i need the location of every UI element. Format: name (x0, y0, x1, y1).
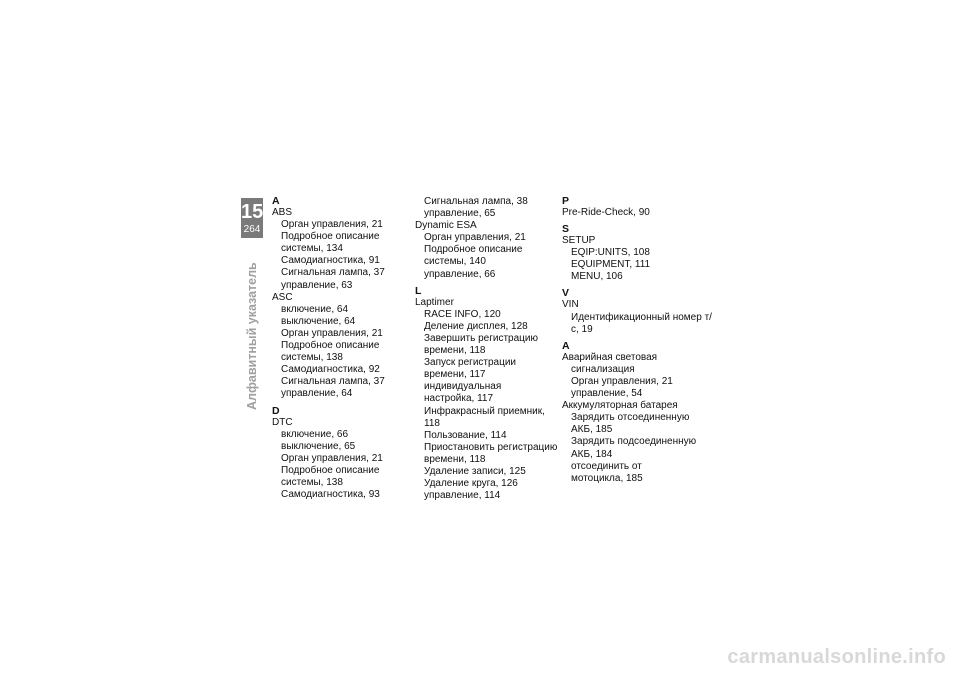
index-term: Pre-Ride-Check, 90 (562, 207, 650, 218)
index-subentry: системы, 140 (424, 256, 486, 268)
index-subentry: Зарядить подсоединенную (571, 436, 697, 448)
index-group (272, 406, 402, 502)
index-group (272, 196, 402, 401)
index-column-1 (272, 196, 402, 501)
index-term: Аккумуляторная батарея (562, 400, 678, 412)
index-subentry: системы, 134 (281, 243, 343, 255)
index-letter: P (562, 195, 570, 207)
index-subentry: управление, 114 (424, 490, 501, 502)
index-subentry: управление, 63 (281, 279, 353, 291)
index-subentry: Пользование, 114 (424, 429, 507, 441)
index-subentry: времени, 117 (424, 369, 486, 381)
index-subentry: Зарядить отсоединенную (571, 412, 690, 424)
index-subentry: Удаление записи, 125 (424, 465, 526, 477)
index-subentry: выключение, 65 (281, 440, 356, 452)
index-term: ABS (272, 207, 293, 218)
index-group (562, 341, 712, 485)
index-subentry: Деление дисплея, 128 (424, 320, 528, 332)
index-subentry: включение, 64 (281, 303, 349, 315)
index-group (562, 224, 712, 283)
page-number: 264 (243, 224, 261, 235)
index-subentry: Подробное описание (281, 231, 380, 243)
index-subentry: мотоцикла, 185 (571, 472, 643, 484)
index-subentry: Подробное описание (281, 340, 380, 352)
index-column-3 (562, 196, 712, 485)
index-subentry: Завершить регистрацию (424, 332, 538, 344)
index-subentry: Самодиагностика, 92 (281, 364, 380, 376)
index-term: SETUP (562, 235, 596, 247)
index-letter: А (562, 339, 570, 352)
index-letter: D (272, 404, 280, 417)
index-subentry: управление, 65 (424, 208, 496, 220)
index-subentry: EQIP:UNITS, 108 (571, 247, 650, 259)
index-subentry: времени, 118 (424, 453, 486, 465)
index-subentry: управление, 64 (281, 388, 353, 400)
index-letter: A (272, 195, 280, 207)
index-subentry: RACE INFO, 120 (424, 308, 501, 320)
index-letter: V (562, 287, 570, 300)
index-subentry: настройка, 117 (424, 393, 494, 405)
index-subentry: Сигнальная лампа, 37 (281, 267, 385, 279)
index-subentry: Орган управления, 21 (281, 327, 383, 339)
index-subentry: MENU, 106 (571, 271, 623, 283)
index-term: VIN (562, 299, 579, 311)
index-subentry: управление, 54 (571, 388, 643, 400)
index-term: DTC (272, 416, 293, 428)
index-subentry: Идентификационный номер т/ (571, 311, 712, 323)
index-subentry: Удаление круга, 126 (424, 478, 518, 490)
chapter-title: Алфавитный указатель (245, 262, 259, 410)
index-subentry: системы, 138 (281, 476, 343, 488)
index-group (562, 288, 712, 335)
index-subentry: выключение, 64 (281, 315, 356, 327)
index-subentry: Самодиагностика, 91 (281, 255, 380, 267)
index-subentry: управление, 66 (424, 268, 496, 280)
index-subentry: Орган управления, 21 (281, 452, 383, 464)
chapter-number: 15 (241, 201, 264, 223)
index-subentry: включение, 66 (281, 428, 349, 440)
index-group (415, 286, 560, 503)
index-subentry: Самодиагностика, 93 (281, 489, 380, 501)
index-letter: L (415, 284, 422, 297)
index-subentry: Орган управления, 21 (424, 232, 526, 244)
index-subentry: АКБ, 184 (571, 448, 613, 460)
index-column-2 (415, 196, 560, 502)
index-subentry: Орган управления, 21 (281, 219, 383, 231)
index-subentry: АКБ, 185 (571, 424, 613, 436)
index-subentry: Подробное описание (281, 464, 380, 476)
index-subentry: Сигнальная лампа, 38 (424, 196, 528, 207)
index-term: Dynamic ESA (415, 220, 477, 232)
index-subentry: индивидуальная (424, 381, 502, 393)
index-subentry: Подробное описание (424, 244, 523, 256)
watermark-link[interactable]: carmanualsonline.info (727, 646, 946, 668)
index-term: Laptimer (415, 296, 454, 308)
index-subentry: Приостановить регистрацию (424, 441, 558, 453)
index-term: ASC (272, 291, 293, 303)
index-subentry: Запуск регистрации (424, 357, 517, 369)
index-subentry: с, 19 (571, 323, 593, 335)
index-subentry: отсоединить от (571, 460, 642, 472)
index-subentry: системы, 138 (281, 352, 343, 364)
index-subentry: Сигнальная лампа, 37 (281, 376, 385, 388)
index-subentry: сигнализация (571, 363, 635, 375)
index-subentry: EQUIPMENT, 111 (571, 259, 651, 271)
index-group (415, 196, 560, 281)
index-letter: S (562, 223, 570, 236)
index-group (562, 196, 712, 219)
chapter-badge (241, 198, 263, 238)
index-subentry: Инфракрасный приемник, 118 (424, 405, 545, 429)
index-subentry: времени, 118 (424, 345, 486, 357)
index-subentry: Орган управления, 21 (571, 375, 673, 387)
index-term: Аварийная световая (562, 351, 658, 363)
